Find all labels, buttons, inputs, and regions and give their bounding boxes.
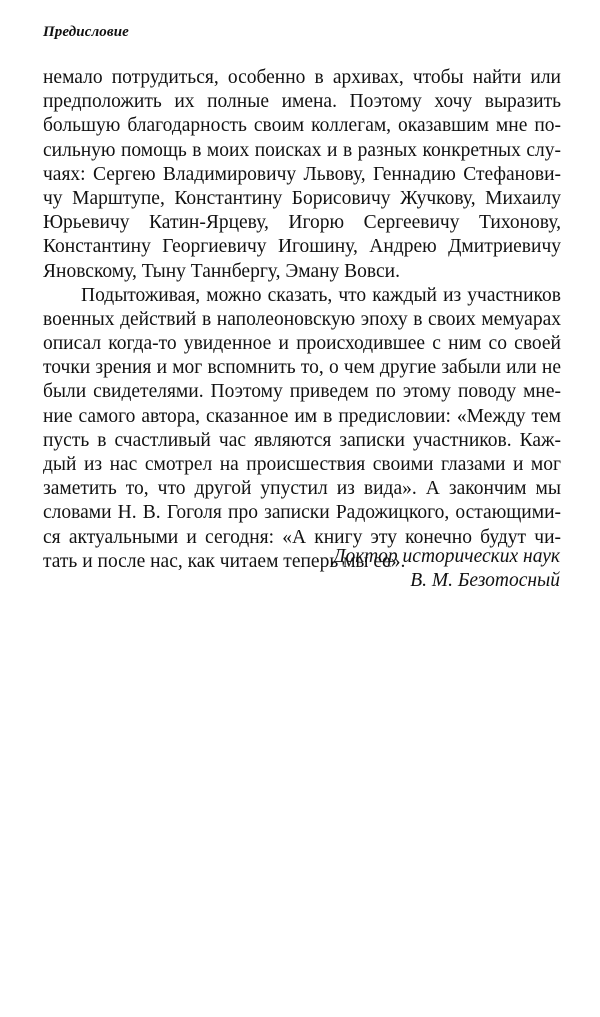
text-line: ся актуальными и сегодня: «А книгу эту конечно будут чи- bbox=[43, 526, 561, 548]
signature-block bbox=[160, 545, 560, 593]
text-line: большую благодарность своим коллегам, оказавшим мне по- bbox=[43, 115, 561, 137]
text-line: немало потрудиться, особенно в архивах, чтобы найти или bbox=[43, 67, 561, 88]
text-line: пусть в счастливый час являются записки участников. Каж- bbox=[43, 429, 561, 451]
text-line: тать и после нас, как читаем теперь мы ее». bbox=[43, 550, 406, 572]
text-line: ние самого автора, сказанное им в предисловии: «Между тем bbox=[43, 405, 561, 427]
text-line: описал когда-то увиденное и происходившее с ним со своей bbox=[43, 333, 561, 355]
running-head: Предисловие bbox=[43, 24, 129, 40]
text-line: точки зрения и мог вспомнить то, о чем другие забыли или не bbox=[43, 357, 561, 379]
text-line: Юрьевичу Катин-Ярцеву, Игорю Сергеевичу Тихонову, bbox=[43, 212, 561, 234]
text-line: были свидетелями. Поэтому приведем по этому поводу мне- bbox=[43, 381, 561, 403]
text-line: сильную помощь в моих поисках и в разных конкретных слу- bbox=[43, 139, 561, 161]
text-line: словами Н. В. Гоголя про записки Радожицкого, остающими- bbox=[43, 502, 561, 524]
signature-name: В. М. Безотосный bbox=[410, 570, 560, 591]
text-line: чу Марштупе, Константину Борисовичу Жучкову, Михаилу bbox=[43, 187, 561, 209]
paragraph-1 bbox=[43, 66, 561, 284]
text-line: военных действий в наполеоновскую эпоху в своих мемуарах bbox=[43, 308, 561, 330]
signature-title: Доктор исторических наук bbox=[333, 546, 560, 567]
text-line: дый из нас смотрел на происшествия своими глазами и мог bbox=[43, 454, 561, 475]
text-line: предположить их полные имена. Поэтому хочу выразить bbox=[43, 91, 561, 113]
text-line: Константину Георгиевичу Игошину, Андрею Дмитриевичу bbox=[43, 236, 561, 258]
text-line: заметить то, что другой упустил из вида». А закончим мы bbox=[43, 478, 561, 500]
paragraph-2 bbox=[43, 284, 561, 574]
text-line: Подытоживая, можно сказать, что каждый из участников bbox=[81, 284, 561, 306]
text-line: чаях: Сергею Владимировичу Львову, Геннадию Стефанови- bbox=[43, 163, 561, 185]
text-line: Яновскому, Тыну Таннбергу, Эману Вовси. bbox=[43, 260, 400, 282]
body-text bbox=[43, 66, 561, 574]
